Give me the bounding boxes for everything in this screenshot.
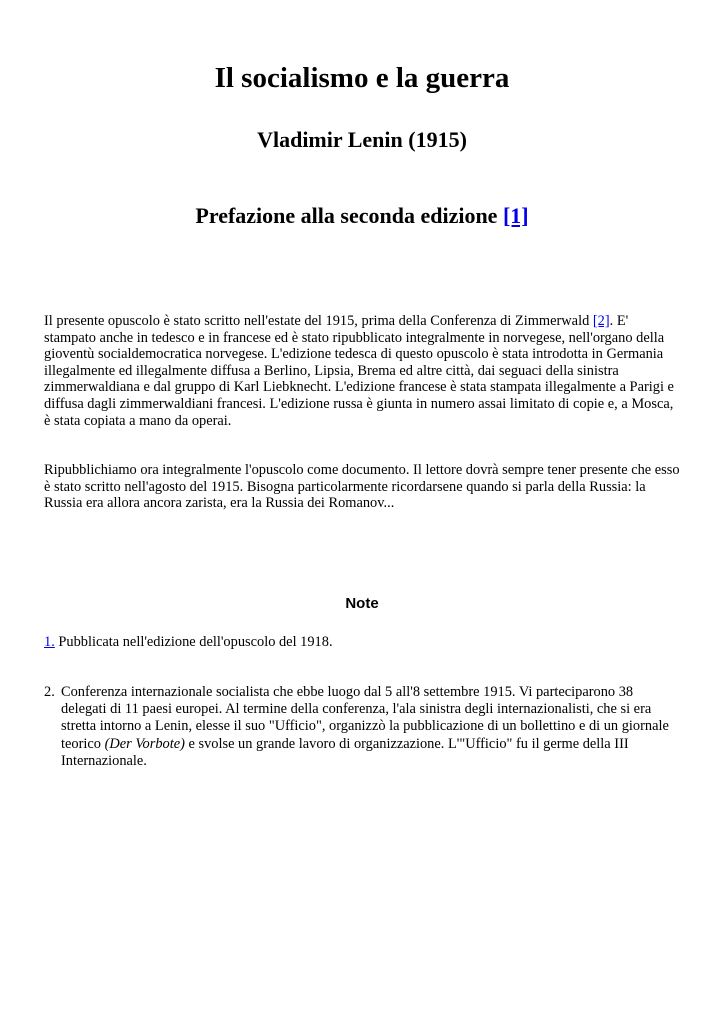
footnote-link-2[interactable]: [2] xyxy=(592,313,610,329)
paragraph-1-text-b: . E' stampato anche in tedesco e in francese ed è stato ripubblicato integralmente in norvegese, nell'organo della gioventù socialdemocratica norvegese. L'edizione tedesca di questo opuscolo è stata introdotta in Germania illegalmente ed illegalmente diffusa a Berlino, Lipsia, Brema ed altre città, dai seguaci della sinistra zimmerwaldiana e dal gruppo di Karl Liebknecht. L'edizione francese è stata stampata illegalmente a Parigi e diffusa dagli zimmerwaldiani francesi. L'edizione russa è giunta in numero assai limitato di copie e, a Mosca, è stata copiata a mano da operai. xyxy=(44,313,674,429)
notes-heading: Note xyxy=(345,595,379,612)
note-2-number: 2. xyxy=(44,684,55,700)
note-2-text-b: e svolse un grande lavoro di organizzazione. L'"Ufficio" fu il germe della III Internazionale. xyxy=(61,735,629,769)
note-2-italic-title: (Der Vorbote) xyxy=(104,735,185,752)
preface-heading-text: Prefazione alla seconda edizione xyxy=(195,203,498,228)
preface-heading xyxy=(0,200,724,232)
paragraph-1 xyxy=(44,313,680,429)
footnote-link-1[interactable]: [1] xyxy=(502,203,529,228)
paragraph-2: Ripubblichiamo ora integralmente l'opuscolo come documento. Il lettore dovrà sempre tener presente che esso è stato scritto nell'agosto del 1915. Bisogna particolarmente ricordarsene quando si parla della Russia: la Russia era allora ancora zarista, era la Russia dei Romanov... xyxy=(44,462,680,512)
note-2 xyxy=(44,684,680,770)
author-line: Vladimir Lenin (1915) xyxy=(257,127,467,152)
note-2-text-a: Conferenza internazionale socialista che ebbe luogo dal 5 all'8 settembre 1915. Vi parteciparono 38 delegati di 11 paesi europei. Al termine della conferenza, l'ala sinistra degli internazionalisti, che si era stretta intorno a Lenin, elesse il suo "Ufficio", organizzò la pubblicazione di un bollettino e di un giornale teorico xyxy=(61,684,669,752)
document-title: Il socialismo e la guerra xyxy=(214,62,510,94)
note-1 xyxy=(44,634,680,651)
note-1-text: Pubblicata nell'edizione dell'opuscolo del 1918. xyxy=(54,634,333,650)
paragraph-1-text-a: Il presente opuscolo è stato scritto nell'estate del 1915, prima della Conferenza di Zimmerwald xyxy=(44,313,593,329)
note-2-body xyxy=(61,684,680,770)
note-1-backlink[interactable]: 1. xyxy=(44,634,55,650)
